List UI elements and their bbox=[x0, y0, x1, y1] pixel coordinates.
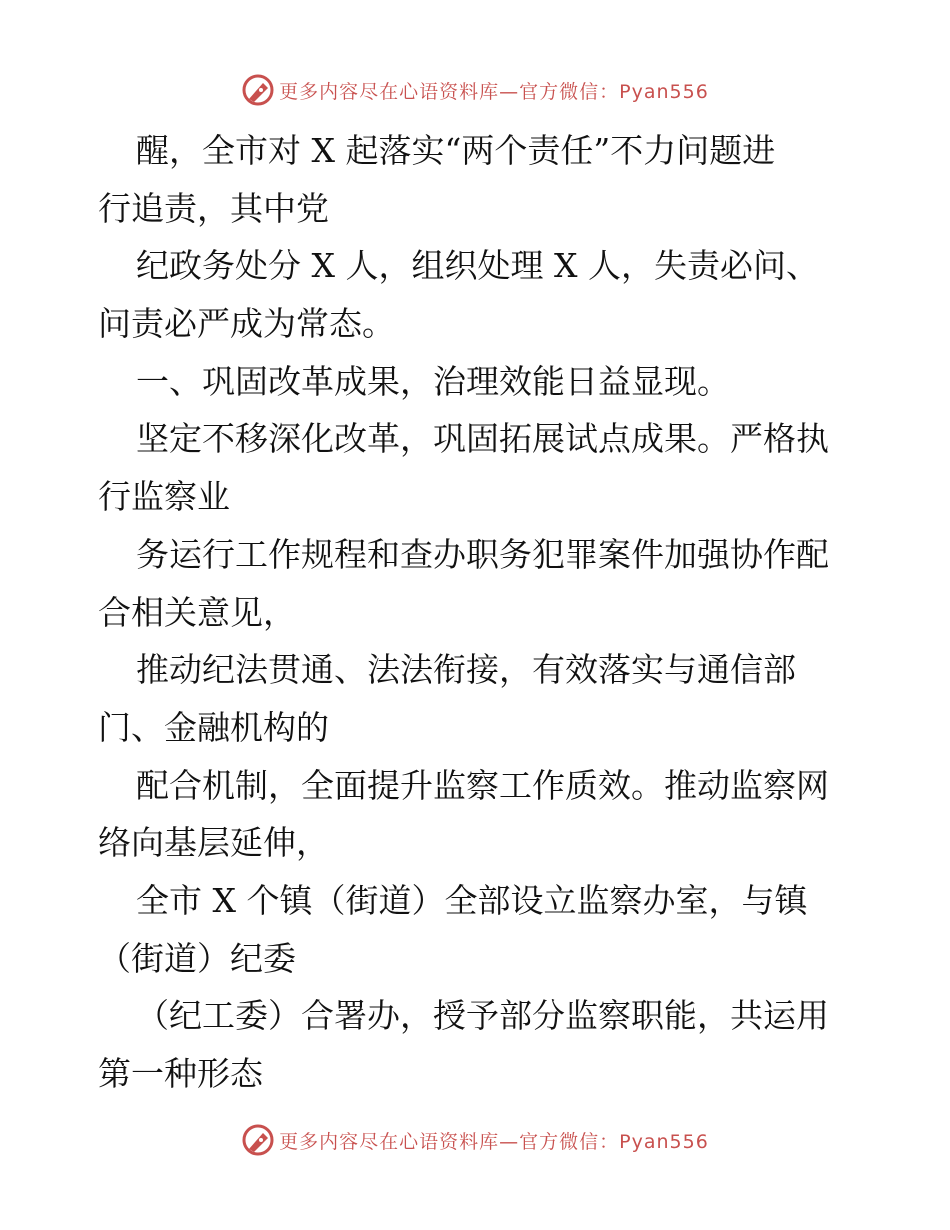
paragraph-line: 务运行工作规程和查办职务犯罪案件加强协作配 bbox=[136, 534, 829, 574]
paragraph-line: 推动纪法贯通、法法衔接，有效落实与通信部 bbox=[136, 650, 796, 690]
pen-nib-logo-icon bbox=[241, 1123, 275, 1157]
paragraph-line: 合相关意见， bbox=[98, 592, 296, 632]
footer-banner-text: 更多内容尽在心语资料库—官方微信：Pyan556 bbox=[279, 1130, 709, 1153]
paragraph-line: 行追责，其中党 bbox=[98, 188, 329, 228]
paragraph-line: （纪工委）合署办，授予部分监察职能，共运用 bbox=[136, 996, 829, 1036]
header-watermark-banner bbox=[0, 70, 950, 110]
paragraph-line: （街道）纪委 bbox=[98, 938, 296, 978]
footer-watermark-banner bbox=[0, 1120, 950, 1160]
header-banner-text: 更多内容尽在心语资料库—官方微信：Pyan556 bbox=[279, 80, 709, 103]
paragraph-line: 醒，全市对 X 起落实“两个责任”不力问题进 bbox=[136, 131, 776, 170]
paragraph-line: 坚定不移深化改革，巩固拓展试点成果。严格执 bbox=[136, 419, 829, 459]
paragraph-line: 配合机制，全面提升监察工作质效。推动监察网 bbox=[136, 765, 829, 805]
pen-nib-logo-icon bbox=[241, 73, 275, 107]
paragraph-line: 问责必严成为常态。 bbox=[98, 304, 395, 344]
paragraph-line: 第一种形态 bbox=[98, 1054, 263, 1093]
document-body bbox=[98, 122, 858, 1103]
paragraph-line: 门、金融机构的 bbox=[98, 707, 329, 747]
paragraph-line: 行监察业 bbox=[98, 477, 230, 517]
paragraph-line: 纪政务处分 X 人，组织处理 X 人，失责必问、 bbox=[136, 246, 819, 286]
paragraph-line: 络向基层延伸， bbox=[98, 823, 329, 863]
section-heading: 一、巩固改革成果，治理效能日益显现。 bbox=[136, 361, 730, 401]
paragraph-line: 全市 X 个镇（街道）全部设立监察办室，与镇 bbox=[136, 880, 808, 920]
